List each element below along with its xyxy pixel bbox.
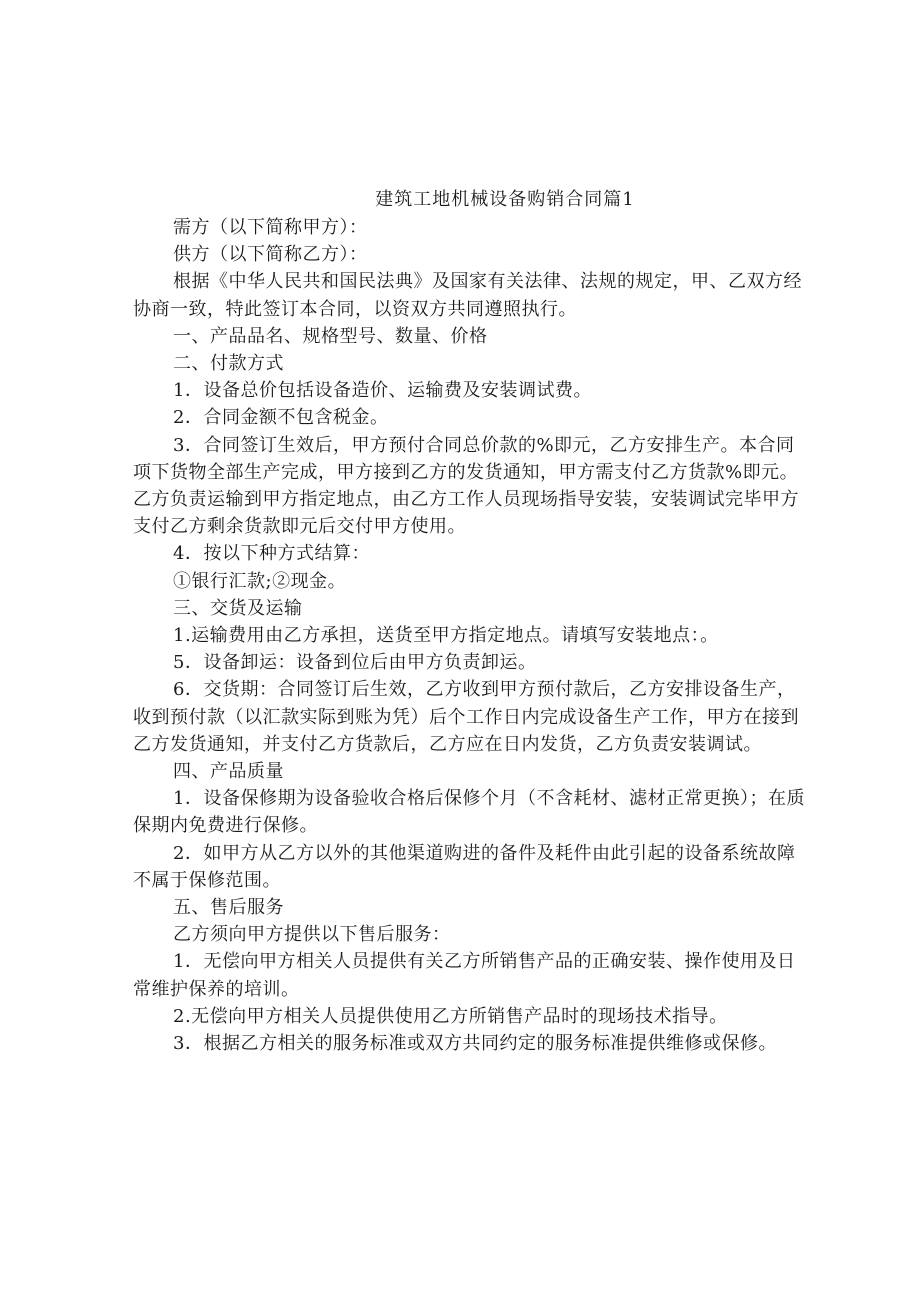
- paragraph-delivery-6: 6．交货期：合同签订后生效，乙方收到甲方预付款后，乙方安排设备生产，收到预付款（以汇款实际到账为凭）后个工作日内完成设备生产工作，甲方在接到乙方发货通知，并支付乙方货款后，乙方应在日内发货，乙方负责安装调试。: [133, 679, 799, 755]
- section-heading-product: 一、产品品名、规格型号、数量、价格: [173, 325, 488, 347]
- paragraph-payment-options: ①银行汇款;②现金。: [173, 570, 347, 592]
- paragraph-quality-2: 2．如甲方从乙方以外的其他渠道购进的备件及耗件由此引起的设备系统故障不属于保修范围。: [133, 842, 796, 891]
- section-heading-payment: 二、付款方式: [173, 353, 284, 375]
- paragraph-payment-4: 4．按以下种方式结算：: [173, 543, 370, 565]
- paragraph-buyer: 需方（以下简称甲方）：: [173, 217, 368, 238]
- paragraph-service-2: 2.无偿向甲方相关人员提供使用乙方所销售产品时的现场技术指导。: [173, 1005, 728, 1027]
- document-body: [133, 214, 813, 1057]
- paragraph-delivery-5: 5．设备卸运：设备到位后由甲方负责卸运。: [173, 652, 537, 674]
- paragraph-service-1: 1．无偿向甲方相关人员提供有关乙方所销售产品的正确安装、操作使用及日常维护保养的培训。: [133, 951, 796, 1000]
- section-heading-quality: 四、产品质量: [173, 761, 284, 783]
- paragraph-preamble: 根据《中华人民共和国民法典》及国家有关法律、法规的规定，甲、乙双方经协商一致，特此签订本合同，以资双方共同遵照执行。: [133, 271, 802, 320]
- section-heading-delivery: 三、交货及运输: [173, 597, 303, 619]
- paragraph-quality-1: 1．设备保修期为设备验收合格后保修个月（不含耗材、滤材正常更换）；在质保期内免费进行保修。: [133, 788, 805, 837]
- paragraph-payment-1: 1．设备总价包括设备造价、运输费及安装调试费。: [173, 380, 592, 402]
- paragraph-supplier: 供方（以下简称乙方）：: [173, 244, 368, 266]
- paragraph-payment-3: 3．合同签订生效后，甲方预付合同总价款的%即元，乙方安排生产。本合同项下货物全部生产完成，甲方接到乙方的发货通知，甲方需支付乙方货款%即元。乙方负责运输到甲方指定地点，由乙方工作人员现场指导安装，安装调试完毕甲方支付乙方剩余货款即元后交付甲方使用。: [133, 434, 799, 538]
- paragraph-payment-2: 2．合同金额不包含税金。: [173, 407, 389, 429]
- paragraph-service-intro: 乙方须向甲方提供以下售后服务：: [173, 924, 451, 946]
- paragraph-delivery-1: 1.运输费用由乙方承担，送货至甲方指定地点。请填写安装地点：。: [173, 625, 719, 647]
- section-heading-service: 五、售后服务: [173, 897, 284, 919]
- paragraph-service-3: 3．根据乙方相关的服务标准或双方共同约定的服务标准提供维修或保修。: [173, 1033, 777, 1055]
- document-title: 建筑工地机械设备购销合同篇1: [375, 189, 635, 210]
